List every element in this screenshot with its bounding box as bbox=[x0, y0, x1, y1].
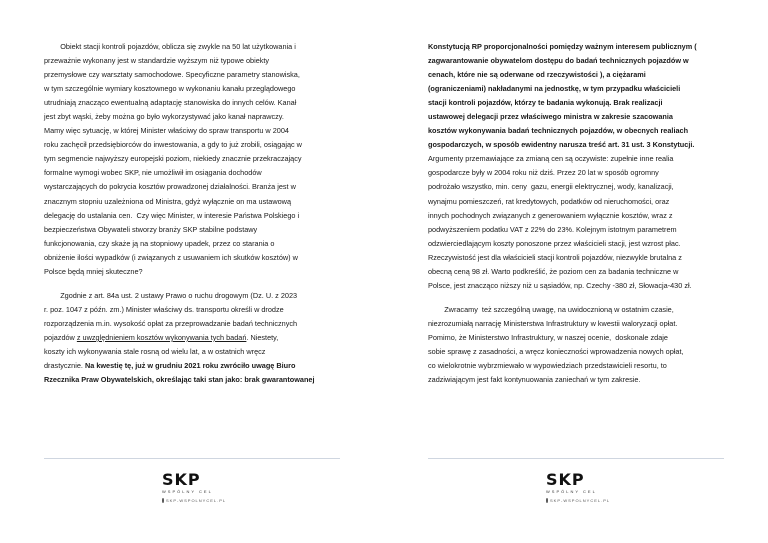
footer-divider bbox=[44, 458, 340, 459]
text-line bbox=[44, 209, 340, 223]
text-line bbox=[44, 317, 340, 331]
text-run: obecną ceną 98 zł. Warto podkreślić, że poziom cen za badania techniczne w bbox=[428, 266, 679, 276]
text-line bbox=[428, 317, 724, 331]
logo-url-text: SKP-WSPOLNYCEL.PL bbox=[550, 498, 611, 503]
text-line bbox=[44, 237, 340, 251]
text-line bbox=[44, 152, 340, 166]
text-line bbox=[428, 166, 724, 180]
text-run: podrożało wszystko, min. ceny gazu, energii elektrycznej, wody, kanalizacji, bbox=[428, 182, 674, 192]
text-run: delegację do ustalania cen. Czy więc Minister, w interesie Państwa Polskiego i bbox=[44, 210, 300, 220]
text-line bbox=[428, 40, 724, 54]
text-line bbox=[428, 138, 724, 152]
text-line bbox=[44, 359, 340, 373]
document-page-right bbox=[384, 0, 768, 543]
text-line bbox=[428, 124, 724, 138]
logo-url bbox=[162, 498, 227, 503]
footer-divider bbox=[428, 458, 724, 459]
text-run: kosztów wykonywania badań technicznych pojazdów, w obecnych realiach bbox=[428, 126, 689, 136]
text-line bbox=[428, 303, 724, 317]
text-run: Rzeczywistość jest dla właścicieli stacji kontroli pojazdów, niezwykle brutalna z bbox=[428, 252, 682, 262]
text-run: r. poz. 1047 z późn. zm.) Minister właściwy ds. transportu określi w drodze bbox=[44, 304, 284, 314]
text-line bbox=[428, 68, 724, 82]
logo-url bbox=[546, 498, 611, 503]
paragraph-gap bbox=[44, 279, 340, 289]
text-run: przemysłowe czy warsztaty samochodowe. Specyficzne parametry stanowiska, bbox=[44, 70, 300, 80]
text-run: odzwierciedlającym koszty ponoszone przez właścicieli stacji, jest wzrost płac. bbox=[428, 238, 681, 248]
text-run: sobie sprawę z zasadności, a wręcz konieczności wprowadzenia nowych opłat, bbox=[428, 346, 684, 356]
skp-logo bbox=[162, 470, 227, 503]
text-run: formalne wymogi wobec SKP, nie umożliwił im osiągania dochodów bbox=[44, 168, 262, 178]
text-line bbox=[44, 195, 340, 209]
text-run: obniżenie ilości wypadków (i związanych z usuwaniem ich skutków kosztów) w bbox=[44, 252, 298, 262]
text-line bbox=[428, 209, 724, 223]
text-line bbox=[428, 96, 724, 110]
text-line bbox=[428, 345, 724, 359]
text-line bbox=[428, 82, 724, 96]
text-line bbox=[428, 110, 724, 124]
logo-tagline: WSPÓLNY CEL bbox=[162, 489, 213, 494]
text-run: Rzecznika Praw Obywatelskich, określając taki stan jako: brak gwarantowanej bbox=[44, 375, 315, 385]
text-line bbox=[428, 223, 724, 237]
text-run: (ograniczeniami) nakładanymi na jednostkę, w tym przypadku właścicieli bbox=[428, 84, 681, 94]
text-run: niezrozumiałą narrację Ministerstwa Infrastruktury w kwestii waloryzacji opłat. bbox=[428, 318, 678, 328]
globe-icon bbox=[162, 498, 164, 503]
text-run: Polsce, jest znacząco niższy niż u sąsiadów, np. Czechy -380 zł, Słowacja-430 zł. bbox=[428, 280, 692, 290]
page-text bbox=[44, 40, 340, 387]
text-run: roku zachęcił przedsiębiorców do inwestowania, a gdy to już zrobili, osiągając w bbox=[44, 140, 302, 150]
text-line bbox=[44, 138, 340, 152]
text-line bbox=[44, 124, 340, 138]
logo-wordmark: SKP bbox=[162, 470, 201, 489]
text-run: pojazdów bbox=[44, 332, 77, 342]
text-run: utrudniają znacząco ewentualną adaptację stanowiska do innych celów. Kanał bbox=[44, 98, 297, 108]
text-run: rozporządzenia m.in. wysokość opłat za przeprowadzanie badań technicznych bbox=[44, 318, 298, 328]
text-run: Obiekt stacji kontroli pojazdów, oblicza się zwykle na 50 lat użytkowania i bbox=[44, 42, 296, 51]
text-run: Pomimo, że Ministerstwo Infrastruktury, w naszej ocenie, doskonale zdaje bbox=[428, 332, 668, 342]
text-line bbox=[44, 68, 340, 82]
text-line bbox=[44, 54, 340, 68]
globe-icon bbox=[546, 498, 548, 503]
text-run: znacznym stopniu uzależniona od Ministra, gdyż wyłącznie on ma ustawową bbox=[44, 196, 292, 206]
text-line bbox=[44, 331, 340, 345]
text-line bbox=[44, 223, 340, 237]
logo-url-text: SKP-WSPOLNYCEL.PL bbox=[166, 498, 227, 503]
text-line bbox=[44, 96, 340, 110]
text-line bbox=[428, 331, 724, 345]
text-line bbox=[44, 166, 340, 180]
bold-run: Na kwestię tę, już w grudniu 2021 roku zwróciło uwagę Biuro bbox=[84, 361, 296, 371]
text-line bbox=[428, 265, 724, 279]
text-run: zagwarantowanie obywatelom dostępu do badań technicznych pojazdów w bbox=[428, 56, 689, 66]
text-run: bezpieczeństwa Obywateli stworzy branży SKP stabilne podstawy bbox=[44, 224, 258, 234]
text-run: wynajmu pomieszczeń, rat kredytowych, podatków od nieruchomości, oraz bbox=[428, 196, 670, 206]
text-line bbox=[428, 251, 724, 265]
text-line bbox=[428, 152, 724, 166]
text-line bbox=[44, 265, 340, 279]
text-run: stacji kontroli pojazdów, którzy te badania wykonują. Brak realizacji bbox=[428, 98, 663, 108]
text-line bbox=[44, 110, 340, 124]
text-run: Mamy więc sytuację, w której Minister właściwy do spraw transportu w 2004 bbox=[44, 126, 289, 136]
text-run: . Niestety, bbox=[246, 332, 279, 342]
text-line bbox=[428, 359, 724, 373]
logo-wordmark: SKP bbox=[546, 470, 585, 489]
text-run: Zwracamy też szczególną uwagę, na uwidocznioną w ostatnim czasie, bbox=[428, 304, 674, 314]
text-run: tym segmencie najwyższy europejski poziom, niekiedy znacznie przekraczający bbox=[44, 154, 302, 164]
text-run: koszty ich wykonywania stale rosną od wielu lat, a w ostatnich wręcz bbox=[44, 346, 266, 356]
text-line bbox=[428, 195, 724, 209]
text-run: innych pochodnych związanych z generowaniem wyłącznie kosztów, wraz z bbox=[428, 210, 673, 220]
page-text bbox=[428, 40, 724, 387]
skp-logo bbox=[546, 470, 611, 503]
text-line bbox=[428, 54, 724, 68]
text-line bbox=[44, 40, 340, 54]
text-run: przeważnie wykonany jest w standardzie wyższym niż typowe obiekty bbox=[44, 56, 270, 66]
text-run: podwyższeniem podatku VAT z 22% do 23%. Kolejnym istotnym parametrem bbox=[428, 224, 677, 234]
text-run: co wielokrotnie wybrzmiewało w wypowiedziach przedstawicieli resortu, to bbox=[428, 361, 667, 371]
text-run: ustawowej delegacji przez właściwego ministra w zakresie szacowania bbox=[428, 112, 673, 122]
paragraph-gap bbox=[428, 293, 724, 303]
text-run: drastycznie. bbox=[44, 361, 85, 371]
text-run: w tym szczególnie wymiary kosztownego w wykonaniu kanału przeglądowego bbox=[44, 84, 296, 94]
text-line bbox=[44, 251, 340, 265]
text-line bbox=[44, 289, 340, 303]
text-line bbox=[428, 373, 724, 387]
text-run: Konstytucją RP proporcjonalności pomiędzy ważnym interesem publicznym ( bbox=[428, 42, 697, 51]
text-run: Zgodnie z art. 84a ust. 2 ustawy Prawo o ruchu drogowym (Dz. U. z 2023 bbox=[44, 290, 298, 300]
text-line bbox=[44, 345, 340, 359]
text-run: funkcjonowania, czy skaże ją na stopniowy upadek, przez co starania o bbox=[44, 238, 275, 248]
text-run: wystarczających do pokrycia kosztów prowadzonej działalności. Branża jest w bbox=[44, 182, 296, 192]
logo-tagline: WSPÓLNY CEL bbox=[546, 489, 597, 494]
text-run: jest zbyt wąski, żeby można go było wykorzystywać jako kanał naprawczy. bbox=[44, 112, 284, 122]
text-run: Argumenty przemawiające za zmianą cen są oczywiste: zupełnie inne realia bbox=[428, 154, 674, 164]
text-run: Polsce będą mniej skuteczne? bbox=[44, 266, 143, 276]
text-run: gospodarcze były w 2004 roku niż dziś. Przez 20 lat w sposób ogromny bbox=[428, 168, 659, 178]
text-line bbox=[44, 373, 340, 387]
text-line bbox=[44, 180, 340, 194]
text-run: gospodarczych, w sposób ewidentny narusza treść art. 31 ust. 3 Konstytucji. bbox=[428, 140, 695, 150]
text-run: zadziwiającym jest fakt kontynuowania zaniechań w tym zakresie. bbox=[428, 375, 641, 385]
underlined-run: z uwzględnieniem kosztów wykonywania tych badań bbox=[76, 332, 247, 342]
text-line bbox=[44, 303, 340, 317]
text-line bbox=[44, 82, 340, 96]
text-line bbox=[428, 237, 724, 251]
text-line bbox=[428, 279, 724, 293]
text-line bbox=[428, 180, 724, 194]
text-run: cenach, które nie są oderwane od rzeczywistości ), a ciężarami bbox=[428, 70, 646, 80]
